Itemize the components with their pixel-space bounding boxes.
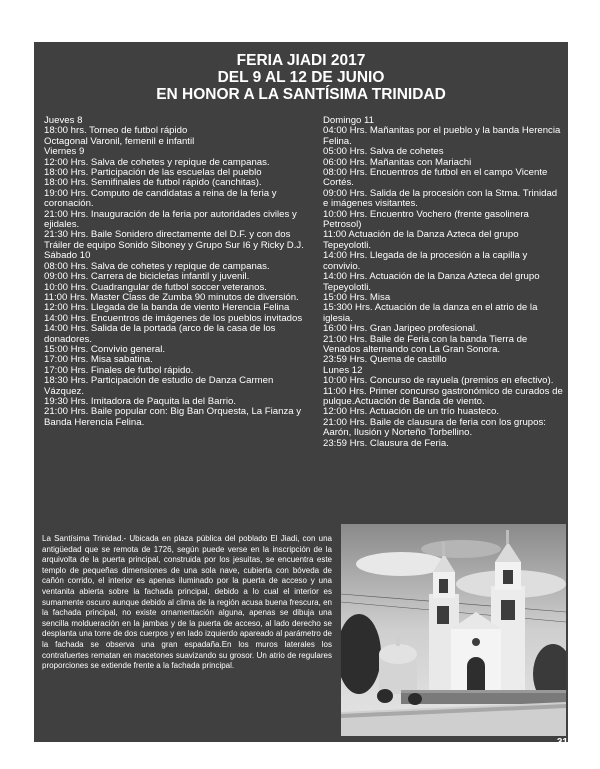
- schedule-line: Lunes 12: [323, 364, 363, 376]
- schedule-line: 10:00 Hrs. Encuentro Vochero (frente gasolinera Petrosol): [323, 208, 529, 231]
- schedule-line: 14:00 Hrs. Llegada de la procesión a la capilla y convivio.: [323, 250, 528, 272]
- schedule-line: Octagonal Varonil, femenil e infantil: [44, 135, 195, 147]
- schedule-line: 18:00 Hrs. Participación de las escuelas del pueblo: [44, 167, 262, 179]
- schedule-line: 10:00 Hrs. Concurso de rayuela (premios en efectivo).: [323, 375, 554, 387]
- header-line-3: EN HONOR A LA SANTÍSIMA TRINIDAD: [156, 86, 446, 103]
- schedule-line: 09:00 Hrs. Salida de la procesión con la Stma. Trinidad e imágenes visitantes.: [323, 187, 558, 210]
- schedule-line: 19:00 Hrs. Computo de candidatas a reina de la feria y coronación.: [44, 187, 277, 210]
- schedule-line: 11:00 Hrs. Master Class de Zumba 90 minutos de diversión.: [44, 291, 299, 303]
- schedule-line: 18:00 hrs. Torneo de futbol rápido: [44, 125, 188, 137]
- schedule-line: 21:00 Hrs. Baile popular con: Big Ban Orquesta, La Fianza y Banda Herencia Felina.: [44, 406, 302, 428]
- schedule-line: 05:00 Hrs. Salva de cohetes: [323, 146, 444, 158]
- schedule-line: 14:00 Hrs. Encuentros de imágenes de los pueblos invitados: [44, 312, 303, 324]
- page-number: 31: [556, 737, 568, 748]
- schedule-line: 17:00 Hrs. Finales de futbol rápido.: [44, 364, 194, 376]
- schedule-line: Domingo 11: [323, 115, 375, 126]
- schedule-line: 23:59 Hrs. Clausura de Feria.: [323, 437, 449, 449]
- schedule-line: Viernes 9: [44, 146, 85, 158]
- schedule-line: 18:30 Hrs. Participación de estudio de Danza Carmen Vázquez.: [44, 375, 274, 397]
- page-header: [34, 52, 568, 103]
- schedule-line: 21:30 Hrs. Baile Sonidero directamente del D.F. y con dos Tráiler de equipo Sonido Siboney y Grupo Sur I6 y Ricky D.J.: [44, 229, 304, 251]
- schedule-line: 12:00 Hrs. Salva de cohetes y repique de campanas.: [44, 156, 270, 168]
- schedule-line: Jueves 8: [44, 115, 83, 126]
- header-line-1: FERIA JIADI 2017: [236, 52, 366, 69]
- header-line-2: DEL 9 AL 12 DE JUNIO: [217, 69, 385, 86]
- schedule-line: 04:00 Hrs. Mañanitas por el pueblo y la banda Herencia Felina.: [323, 125, 561, 147]
- schedule-line: 11:00 Actuación de la Danza Azteca del grupo Tepeyolotli.: [323, 229, 519, 251]
- schedule-line: 08:00 Hrs. Salva de cohetes y repique de campanas.: [44, 260, 270, 272]
- schedule-line: Sábado 10: [44, 250, 91, 262]
- schedule-line: 18:00 Hrs. Semifinales de futbol rápido (canchitas).: [44, 177, 262, 189]
- schedule-line: 15:300 Hrs. Actuación de la danza en el atrio de la iglesia.: [323, 302, 538, 324]
- schedule-line: 14:00 Hrs. Actuación de la Danza Azteca del grupo Tepeyolotli.: [323, 271, 540, 293]
- schedule-line: 10:00 Hrs. Cuadrangular de futbol soccer veteranos.: [44, 281, 267, 293]
- church-photo: [341, 524, 566, 736]
- schedule-line: 15:00 Hrs. Convivio general.: [44, 343, 166, 355]
- schedule-right-column: [323, 116, 563, 449]
- schedule-line: 12:00 Hrs. Llegada de la banda de viento Herencia Felina: [44, 302, 290, 314]
- schedule-line: 12:00 Hrs. Actuación de un trío huasteco.: [323, 406, 499, 418]
- schedule-line: 15:00 Hrs. Misa: [323, 291, 391, 303]
- schedule-line: 16:00 Hrs. Gran Jaripeo profesional.: [323, 323, 478, 335]
- church-description: La Santísima Trinidad.- Ubicada en plaza pública del poblado El Jiadi, con una antigüedad que se remota de 1726, según puede verse en la inscripción de la arquivolta de la puerta principal, construida por los jesuitas, se encuentra este templo de pequeñas dimensiones de una sola nave, cubierta con bóveda de cañón corrido, el interior es apenas iluminado por la puerta de acceso y una ventanita abierta sobre la fachada principal, debido a lo cual el interior es sumamente oscuro aunque debido al clima de la región acusa buena frescura, en la fachada principal, no existe ornamentación alguna, apenas se dibuja una sencilla moldueración en la jambas y de la puerta de acceso, al lado derecho se desplanta una torre de dos cuerpos y en lado izquierdo apareado al parámetro de la fachada se observa una gran espadaña.En los muros laterales los contrafuertes rematan en macetones suavizando su grosor. Un atrio de regulares proporciones se extiende frente a la fachada principal.: [42, 534, 332, 671]
- schedule-line: 08:00 Hrs. Encuentros de futbol en el campo Vicente Cortés.: [323, 167, 548, 189]
- church-photo-image: [341, 524, 566, 736]
- schedule-line: 21:00 Hrs. Inauguración de la feria por autoridades civiles y ejidales.: [44, 208, 297, 231]
- schedule-line: 17:00 Hrs. Misa sabatina.: [44, 354, 153, 366]
- schedule-line: 19:30 Hrs. Imitadora de Paquita la del Barrio.: [44, 395, 236, 407]
- schedule-left-column: [44, 116, 306, 428]
- schedule-line: 21:00 Hrs. Baile de Feria con la banda Tierra de Venados alternando con La Gran Sonora.: [323, 333, 528, 355]
- schedule-line: 14:00 Hrs. Salida de la portada (arco de la casa de los donadores.: [44, 323, 276, 345]
- schedule-line: 21:00 Hrs. Baile de clausura de feria con los grupos: Aarón, Ilusión y Norteño Torbellino.: [323, 416, 546, 439]
- schedule-line: 06:00 Hrs. Mañanitas con Mariachi: [323, 156, 472, 168]
- schedule-line: 23:59 Hrs. Quema de castillo: [323, 354, 447, 366]
- schedule-line: 09:00 Hrs. Carrera de bicicletas infantil y juvenil.: [44, 271, 250, 283]
- schedule-line: 11:00 Hrs. Primer concurso gastronómico de curados de pulque.Actuación de Banda de viento.: [323, 385, 563, 407]
- content-panel: [34, 42, 568, 742]
